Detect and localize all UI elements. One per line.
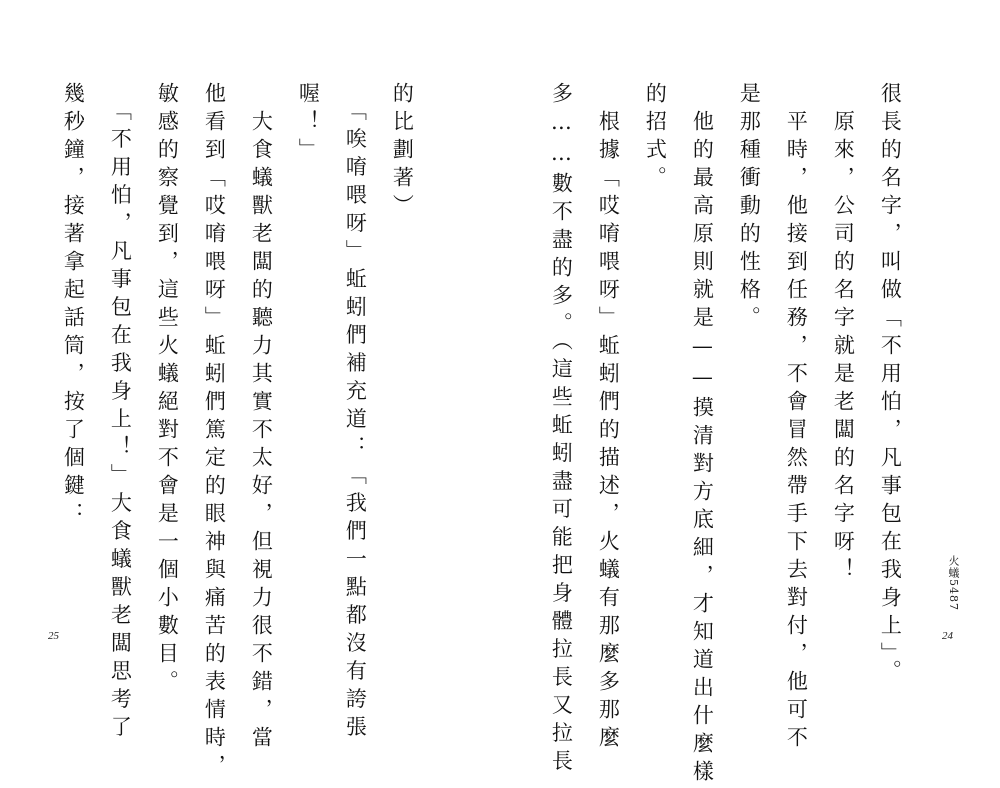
text-column: 原來，公司的名字就是老闆的名字呀！ bbox=[831, 82, 856, 586]
text-column: 的招式。 bbox=[643, 82, 668, 194]
text-column: 平時，他接到任務，不會冒然帶手下去對付，他可不 bbox=[784, 82, 809, 754]
text-column: 喔！」 bbox=[296, 82, 321, 166]
page-number-left: 25 bbox=[48, 630, 59, 642]
text-column: 他的最高原則就是——摸清對方底細，才知道出什麼樣 bbox=[690, 82, 715, 788]
text-column: 大食蟻獸老闆的聽力其實不太好，但視力很不錯，當 bbox=[249, 82, 274, 754]
running-header: 火蟻5487 bbox=[947, 555, 960, 611]
text-column: 是那種衝動的性格。 bbox=[737, 82, 762, 334]
text-column: 敏感的察覺到，這些火蟻絕對不會是一個小數目。 bbox=[155, 82, 180, 698]
text-column: 根據「哎唷喂呀」蚯蚓們的描述，火蟻有那麼多那麼 bbox=[596, 82, 621, 754]
text-column: 多……數不盡的多。（這些蚯蚓盡可能把身體拉長又拉長 bbox=[549, 82, 574, 778]
text-column: 「唉唷喂呀」蚯蚓們補充道：「我們一點都沒有誇張 bbox=[343, 82, 368, 744]
text-column: 很長的名字，叫做「不用怕，凡事包在我身上」。 bbox=[878, 82, 903, 688]
text-column: 幾秒鐘，接著拿起話筒，按了個鍵： bbox=[61, 82, 86, 530]
text-column: 「不用怕，凡事包在我身上！」大食蟻獸老闆思考了 bbox=[108, 82, 133, 744]
page-number-right: 24 bbox=[942, 630, 953, 642]
text-column: 的比劃著） bbox=[390, 82, 415, 222]
text-column: 他看到「哎唷喂呀」蚯蚓們篤定的眼神與痛苦的表情時， bbox=[202, 82, 227, 782]
